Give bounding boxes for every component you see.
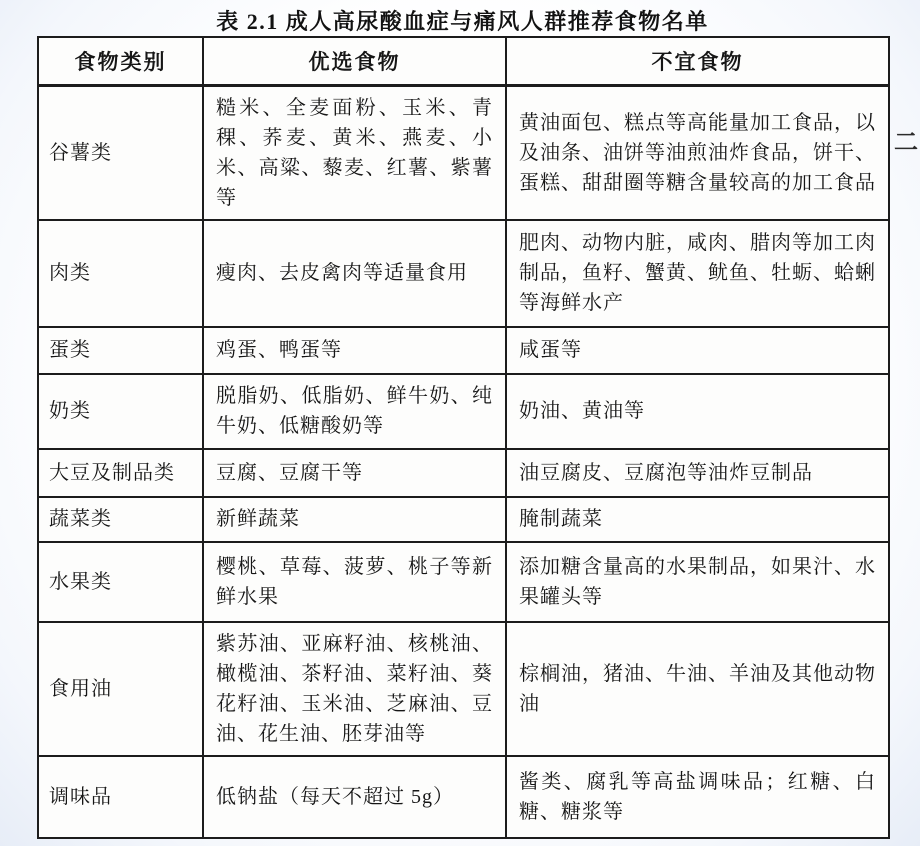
food-category-cell: 水果类 [38,542,203,622]
table-title: 表 2.1 成人高尿酸血症与痛风人群推荐食物名单 [216,9,709,34]
preferred-foods-cell: 低钠盐（每天不超过 5g） [203,756,506,838]
table-row [38,756,889,838]
food-category-cell: 奶类 [38,374,203,449]
food-category-cell: 调味品 [38,756,203,838]
unsuitable-foods-cell: 添加糖含量高的水果制品，如果汁、水果罐头等 [506,542,889,622]
food-table [37,36,890,839]
table-row [38,220,889,327]
unsuitable-foods-cell: 咸蛋等 [506,327,889,374]
col-header-category: 食物类别 [38,37,203,85]
food-category-cell: 蔬菜类 [38,497,203,542]
unsuitable-foods-cell: 油豆腐皮、豆腐泡等油炸豆制品 [506,449,889,497]
unsuitable-foods-cell: 腌制蔬菜 [506,497,889,542]
preferred-foods-cell: 鸡蛋、鸭蛋等 [203,327,506,374]
unsuitable-foods-cell: 酱类、腐乳等高盐调味品；红糖、白糖、糖浆等 [506,756,889,838]
unsuitable-foods-cell: 黄油面包、糕点等高能量加工食品，以及油条、油饼等油煎油炸食品，饼干、蛋糕、甜甜圈等糖含量较高的加工食品 [506,85,889,220]
table-row [38,374,889,449]
food-category-cell: 蛋类 [38,327,203,374]
page-edge-cropped-text: 二 [894,130,918,156]
preferred-foods-cell: 脱脂奶、低脂奶、鲜牛奶、纯牛奶、低糖酸奶等 [203,374,506,449]
unsuitable-foods-cell: 肥肉、动物内脏，咸肉、腊肉等加工肉制品，鱼籽、蟹黄、鱿鱼、牡蛎、蛤蜊等海鲜水产 [506,220,889,327]
col-header-preferred-foods: 优选食物 [203,37,506,85]
food-category-cell: 肉类 [38,220,203,327]
table-row [38,622,889,756]
table-row [38,449,889,497]
col-header-unsuitable-foods: 不宜食物 [506,37,889,85]
table-row [38,542,889,622]
table-header-row [38,37,889,85]
preferred-foods-cell: 糙米、全麦面粉、玉米、青稞、荞麦、黄米、燕麦、小米、高粱、藜麦、红薯、紫薯等 [203,85,506,220]
food-category-cell: 食用油 [38,622,203,756]
preferred-foods-cell: 樱桃、草莓、菠萝、桃子等新鲜水果 [203,542,506,622]
preferred-foods-cell: 豆腐、豆腐干等 [203,449,506,497]
table-row [38,85,889,220]
unsuitable-foods-cell: 奶油、黄油等 [506,374,889,449]
food-category-cell: 谷薯类 [38,85,203,220]
unsuitable-foods-cell: 棕榈油，猪油、牛油、羊油及其他动物油 [506,622,889,756]
preferred-foods-cell: 紫苏油、亚麻籽油、核桃油、橄榄油、茶籽油、菜籽油、葵花籽油、玉米油、芝麻油、豆油、花生油、胚芽油等 [203,622,506,756]
table-row [38,327,889,374]
preferred-foods-cell: 新鲜蔬菜 [203,497,506,542]
preferred-foods-cell: 瘦肉、去皮禽肉等适量食用 [203,220,506,327]
food-category-cell: 大豆及制品类 [38,449,203,497]
table-row [38,497,889,542]
